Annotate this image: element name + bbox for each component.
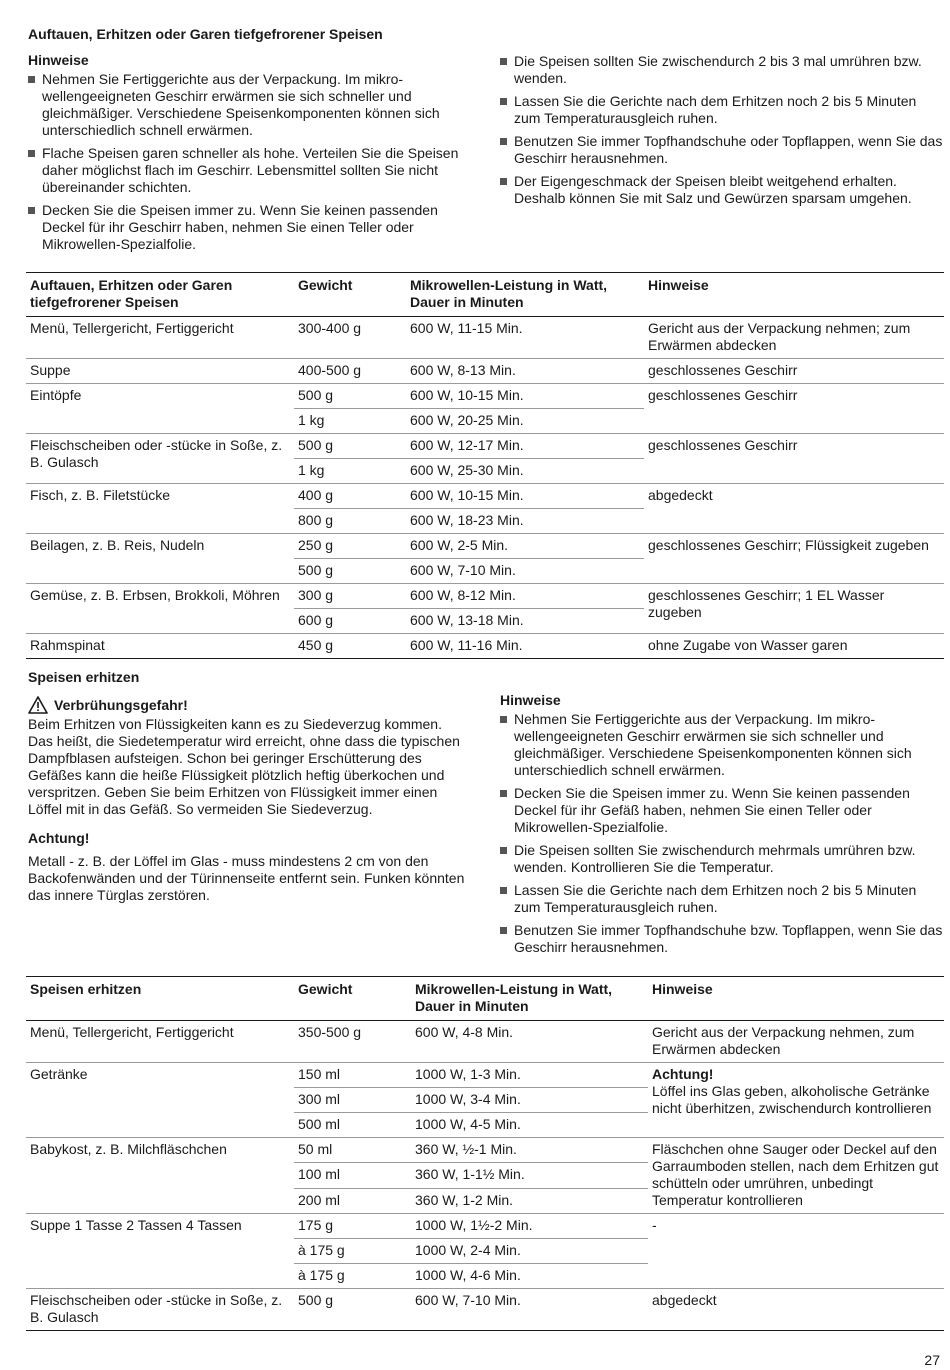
column-header-notes: Hinweise [648, 977, 944, 1021]
power-cell: 600 W, 11-15 Min. [406, 317, 644, 359]
weight-cell: 400 g [294, 484, 406, 509]
weight-cell: 450 g [294, 634, 406, 659]
dish-cell: Menü, Tellergericht, Fertiggericht [26, 1021, 294, 1063]
scald-warning-heading [28, 696, 468, 714]
column-header-dish: Speisen erhitzen [26, 977, 294, 1021]
table-row [26, 1214, 944, 1239]
dish-cell: Fleischscheiben oder -stücke in Soße, z. B. Gulasch [26, 1289, 294, 1331]
table-row [26, 1289, 944, 1331]
caution-heading: Achtung! [28, 830, 90, 846]
power-cell: 600 W, 13-18 Min. [406, 609, 644, 634]
table-row [26, 359, 944, 384]
power-cell: 360 W, ½-1 Min. [411, 1138, 648, 1163]
list-item: Lassen Sie die Gerichte nach dem Erhitzen noch 2 bis 5 Minuten zum Temperaturausgleich ruhen. [500, 93, 945, 127]
notes-heading: Hinweise [28, 52, 89, 68]
column-header-power: Mikrowellen-Leistung in Watt, Dauer in Minuten [411, 977, 648, 1021]
column-header-weight: Gewicht [294, 273, 406, 317]
heating-table [26, 976, 944, 1331]
column-header-dish: Auftauen, Erhitzen oder Garen tiefgefrorener Speisen [26, 273, 294, 317]
weight-cell: 600 g [294, 609, 406, 634]
weight-cell: 500 ml [294, 1113, 411, 1138]
weight-cell: 300 ml [294, 1088, 411, 1113]
dish-cell: Rahmspinat [26, 634, 294, 659]
weight-cell: 500 g [294, 434, 406, 459]
list-item: Der Eigengeschmack der Speisen bleibt weitgehend erhalten. Deshalb können Sie mit Salz und Gewürzen sparsam umgehen. [500, 173, 945, 207]
weight-cell: 175 g [294, 1214, 411, 1239]
dish-cell: Beilagen, z. B. Reis, Nudeln [26, 534, 294, 584]
column-header-notes: Hinweise [644, 273, 944, 317]
defrost-table [26, 272, 944, 659]
defrost-notes-right-list [500, 53, 945, 207]
power-cell: 1000 W, 1-3 Min. [411, 1063, 648, 1088]
power-cell: 600 W, 4-8 Min. [411, 1021, 648, 1063]
notes-heading: Hinweise [500, 692, 561, 708]
weight-cell: 500 g [294, 1289, 411, 1331]
power-cell: 600 W, 20-25 Min. [406, 409, 644, 434]
power-cell: 600 W, 25-30 Min. [406, 459, 644, 484]
power-cell: 600 W, 10-15 Min. [406, 384, 644, 409]
power-cell: 1000 W, 3-4 Min. [411, 1088, 648, 1113]
table-row [26, 1021, 944, 1063]
table-row [26, 384, 944, 409]
weight-cell: 800 g [294, 509, 406, 534]
notes-cell: geschlossenes Geschirr [644, 434, 944, 484]
heating-table-body [26, 1021, 944, 1331]
notes-cell: geschlossenes Geschirr [644, 384, 944, 434]
notes-cell: Gericht aus der Verpackung nehmen, zum Erwärmen abdecken [648, 1021, 944, 1063]
weight-cell: 400-500 g [294, 359, 406, 384]
power-cell: 1000 W, 4-6 Min. [411, 1264, 648, 1289]
notes-cell: abgedeckt [648, 1289, 944, 1331]
scald-warning-title: Verbrühungsgefahr! [54, 696, 188, 713]
caution-label: Achtung! [652, 1066, 714, 1082]
warning-triangle-icon [28, 696, 48, 714]
notes-cell: - [648, 1214, 944, 1289]
weight-cell: 1 kg [294, 409, 406, 434]
notes-cell: Gericht aus der Verpackung nehmen; zum Erwärmen abdecken [644, 317, 944, 359]
list-item: Lassen Sie die Gerichte nach dem Erhitzen noch 2 bis 5 Minuten zum Temperaturausgleich ruhen. [500, 882, 945, 916]
scald-warning-text: Beim Erhitzen von Flüssigkeiten kann es zu Siedeverzug kommen. Das heißt, die Siedetemperatur wird erreicht, ohne dass die typischen Dampfblasen aufsteigen. Schon bei geringer Erschütterung des Gefäßes kann die heiße Flüssigkeit plötzlich heftig überkochen und verspritzen. Geben Sie beim Erhitzen von Flüssigkeit immer einen Löffel mit in das Gefäß. So vermeiden Sie Siedeverzug. [28, 716, 460, 817]
power-cell: 600 W, 10-15 Min. [406, 484, 644, 509]
defrost-notes-left [28, 52, 468, 259]
weight-cell: 300-400 g [294, 317, 406, 359]
list-item: Benutzen Sie immer Topfhandschuhe bzw. Topflappen, wenn Sie das Geschirr herausnehmen. [500, 922, 945, 956]
list-item: Benutzen Sie immer Topfhandschuhe oder Topflappen, wenn Sie das Geschirr herausnehmen. [500, 133, 945, 167]
notes-cell: geschlossenes Geschirr [644, 359, 944, 384]
defrost-notes-right [500, 53, 945, 213]
weight-cell: 350-500 g [294, 1021, 411, 1063]
weight-cell: 250 g [294, 534, 406, 559]
power-cell: 1000 W, 4-5 Min. [411, 1113, 648, 1138]
list-item: Nehmen Sie Fertiggerichte aus der Verpackung. Im mikrowellengeeigneten Geschirr erwärmen sie sich schneller und gleichmäßiger. Verschiedene Speisenkomponenten können sich unterschiedlich schnell erwärmen. [500, 711, 945, 779]
list-item: Nehmen Sie Fertiggerichte aus der Verpackung. Im mikrowellengeeigneten Geschirr erwärmen sie sich schneller und gleichmäßiger. Verschiedene Speisenkomponenten können sich unterschiedlich schnell erwärmen. [28, 71, 468, 139]
notes-cell: geschlossenes Geschirr; Flüssigkeit zugeben [644, 534, 944, 584]
power-cell: 600 W, 12-17 Min. [406, 434, 644, 459]
table-row [26, 634, 944, 659]
table-row [26, 434, 944, 459]
table-row [26, 484, 944, 509]
notes-cell: Fläschchen ohne Sauger oder Deckel auf den Garraumboden stellen, nach dem Erhitzen gut schütteln oder umrühren, unbedingt Temperatur kontrollieren [648, 1138, 944, 1214]
list-item: Die Speisen sollten Sie zwischendurch mehrmals umrühren bzw. wenden. Kontrollieren Sie die Temperatur. [500, 842, 945, 876]
power-cell: 600 W, 18-23 Min. [406, 509, 644, 534]
table-row [26, 1063, 944, 1088]
power-cell: 600 W, 8-13 Min. [406, 359, 644, 384]
section-title-defrost: Auftauen, Erhitzen oder Garen tiefgefrorener Speisen [28, 26, 383, 42]
defrost-table-body [26, 317, 944, 659]
column-header-power: Mikrowellen-Leistung in Watt, Dauer in Minuten [406, 273, 644, 317]
notes-text: Löffel ins Glas geben, alkoholische Getränke nicht überhitzen, zwischendurch kontrollieren [652, 1083, 932, 1116]
dish-cell: Fisch, z. B. Filetstücke [26, 484, 294, 534]
power-cell: 360 W, 1-1½ Min. [411, 1163, 648, 1188]
table-header-row [26, 273, 944, 317]
list-item: Decken Sie die Speisen immer zu. Wenn Sie keinen passenden Deckel für ihr Geschirr haben, nehmen Sie einen Teller oder Mikrowellen-Spezialfolie. [28, 202, 468, 253]
dish-cell: Fleischscheiben oder -stücke in Soße, z. B. Gulasch [26, 434, 294, 484]
notes-cell: ohne Zugabe von Wasser garen [644, 634, 944, 659]
dish-cell: Suppe 1 Tasse 2 Tassen 4 Tassen [26, 1214, 294, 1289]
weight-cell: 1 kg [294, 459, 406, 484]
notes-cell: geschlossenes Geschirr; 1 EL Wasser zugeben [644, 584, 944, 634]
dish-cell: Gemüse, z. B. Erbsen, Brokkoli, Möhren [26, 584, 294, 634]
table-header-row [26, 977, 944, 1021]
weight-cell: 50 ml [294, 1138, 411, 1163]
dish-cell: Getränke [26, 1063, 294, 1138]
heating-notes-right [500, 692, 945, 962]
power-cell: 600 W, 2-5 Min. [406, 534, 644, 559]
weight-cell: 100 ml [294, 1163, 411, 1188]
weight-cell: 200 ml [294, 1188, 411, 1213]
table-row [26, 584, 944, 609]
weight-cell: 500 g [294, 559, 406, 584]
weight-cell: à 175 g [294, 1264, 411, 1289]
weight-cell: 300 g [294, 584, 406, 609]
power-cell: 600 W, 7-10 Min. [411, 1289, 648, 1331]
heating-notes-list [500, 711, 945, 956]
power-cell: 600 W, 7-10 Min. [406, 559, 644, 584]
list-item: Decken Sie die Speisen immer zu. Wenn Sie keinen passenden Deckel für ihr Gefäß haben, nehmen Sie einen Teller oder Mikrowellen-Spezialfolie. [500, 785, 945, 836]
column-header-weight: Gewicht [294, 977, 411, 1021]
page-number: 27 [924, 1352, 940, 1368]
power-cell: 600 W, 8-12 Min. [406, 584, 644, 609]
dish-cell: Suppe [26, 359, 294, 384]
table-row [26, 1138, 944, 1163]
weight-cell: à 175 g [294, 1239, 411, 1264]
dish-cell: Eintöpfe [26, 384, 294, 434]
power-cell: 360 W, 1-2 Min. [411, 1188, 648, 1213]
list-item: Die Speisen sollten Sie zwischendurch 2 bis 3 mal umrühren bzw. wenden. [500, 53, 945, 87]
weight-cell: 500 g [294, 384, 406, 409]
weight-cell: 150 ml [294, 1063, 411, 1088]
list-item: Flache Speisen garen schneller als hohe. Verteilen Sie die Speisen daher möglichst flach im Geschirr. Lebensmittel sollten Sie nicht übereinander schichten. [28, 145, 468, 196]
heating-warnings [28, 696, 468, 912]
table-row [26, 534, 944, 559]
section-title-heating: Speisen erhitzen [28, 669, 140, 685]
dish-cell: Babykost, z. B. Milchfläschchen [26, 1138, 294, 1214]
table-row [26, 317, 944, 359]
caution-text: Metall - z. B. der Löffel im Glas - muss mindestens 2 cm von den Backofenwänden und der Türinnenseite entfernt sein. Funken könnten das innere Türglas zerstören. [28, 853, 465, 903]
defrost-notes-left-list [28, 71, 468, 253]
dish-cell: Menü, Tellergericht, Fertiggericht [26, 317, 294, 359]
power-cell: 1000 W, 2-4 Min. [411, 1239, 648, 1264]
notes-cell [648, 1063, 944, 1138]
power-cell: 1000 W, 1½-2 Min. [411, 1214, 648, 1239]
power-cell: 600 W, 11-16 Min. [406, 634, 644, 659]
notes-cell: abgedeckt [644, 484, 944, 534]
